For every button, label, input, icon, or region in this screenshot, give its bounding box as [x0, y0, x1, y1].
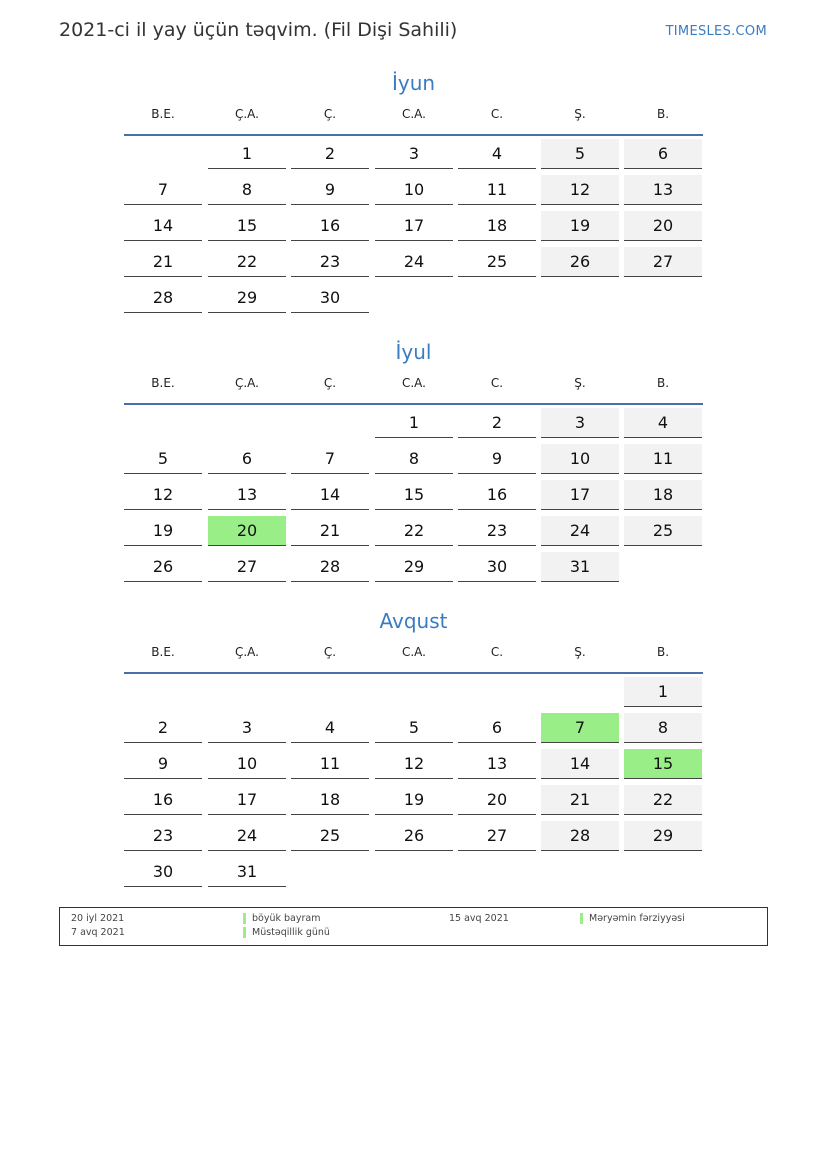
- weekday-label: Ç.: [323, 645, 337, 659]
- day-cell: 3: [541, 408, 619, 438]
- month-block: [124, 68, 703, 319]
- weekday-label: B.E.: [151, 107, 175, 121]
- day-cell: 22: [624, 785, 702, 815]
- day-cell: 30: [291, 283, 369, 313]
- weekday-label: C.: [490, 376, 504, 390]
- legend-color-swatch: [243, 927, 246, 938]
- day-cell: 8: [624, 713, 702, 743]
- weekday-header: [124, 104, 703, 136]
- legend-date: 20 iyl 2021: [71, 913, 125, 924]
- day-cell: 21: [541, 785, 619, 815]
- day-cell: 19: [124, 516, 202, 546]
- day-cell: 15: [375, 480, 453, 510]
- month-block: [124, 606, 703, 893]
- month-name: İyun: [391, 71, 436, 95]
- day-cell: 7: [291, 444, 369, 474]
- day-cell: 28: [541, 821, 619, 851]
- day-cell: 26: [124, 552, 202, 582]
- day-cell: 27: [208, 552, 286, 582]
- legend-date: 7 avq 2021: [71, 927, 125, 938]
- weekday-label: C.A.: [401, 645, 426, 659]
- day-cell: 1: [624, 677, 702, 707]
- day-cell: 2: [124, 713, 202, 743]
- day-cell: 10: [375, 175, 453, 205]
- weekday-label: Ç.A.: [234, 107, 259, 121]
- day-cell: 18: [458, 211, 536, 241]
- day-cell: 6: [458, 713, 536, 743]
- weekday-label: Ç.: [323, 107, 337, 121]
- weekday-label: Ş.: [574, 107, 586, 121]
- day-cell: 14: [291, 480, 369, 510]
- day-cell: 6: [624, 139, 702, 169]
- day-cell: 7: [124, 175, 202, 205]
- day-cell: 16: [291, 211, 369, 241]
- day-cell: 18: [291, 785, 369, 815]
- day-cell: 14: [541, 749, 619, 779]
- legend-holiday-name: Müstəqillik günü: [252, 927, 330, 938]
- day-cell: 27: [624, 247, 702, 277]
- day-cell: 27: [458, 821, 536, 851]
- weekday-label: B.: [656, 107, 670, 121]
- day-cell: 13: [458, 749, 536, 779]
- day-cell: 26: [541, 247, 619, 277]
- day-cell: 11: [624, 444, 702, 474]
- day-cell: 18: [624, 480, 702, 510]
- day-cell: 5: [541, 139, 619, 169]
- day-cell: 26: [375, 821, 453, 851]
- day-cell: 13: [624, 175, 702, 205]
- day-cell: 15: [208, 211, 286, 241]
- weekday-label: Ç.: [323, 376, 337, 390]
- day-cell: 25: [458, 247, 536, 277]
- day-cell: 20: [208, 516, 286, 546]
- day-grid: [124, 408, 703, 588]
- holiday-legend: [59, 907, 768, 946]
- day-cell: 19: [541, 211, 619, 241]
- day-cell: 17: [208, 785, 286, 815]
- day-cell: 8: [375, 444, 453, 474]
- weekday-label: B.: [656, 645, 670, 659]
- day-cell: 20: [458, 785, 536, 815]
- day-cell: 3: [208, 713, 286, 743]
- brand-link[interactable]: TIMESLES.COM: [665, 24, 767, 39]
- day-cell: 29: [375, 552, 453, 582]
- day-cell: 1: [208, 139, 286, 169]
- day-grid: [124, 677, 703, 893]
- day-cell: 28: [291, 552, 369, 582]
- day-cell: 12: [375, 749, 453, 779]
- day-cell: 9: [291, 175, 369, 205]
- month-block: [124, 337, 703, 588]
- day-cell: 23: [124, 821, 202, 851]
- day-cell: 17: [541, 480, 619, 510]
- day-cell: 22: [375, 516, 453, 546]
- day-cell: 3: [375, 139, 453, 169]
- day-cell: 21: [124, 247, 202, 277]
- weekday-label: B.E.: [151, 376, 175, 390]
- day-cell: 19: [375, 785, 453, 815]
- day-cell: 31: [208, 857, 286, 887]
- day-cell: 25: [624, 516, 702, 546]
- day-cell: 7: [541, 713, 619, 743]
- weekday-label: B.: [656, 376, 670, 390]
- day-cell: 2: [458, 408, 536, 438]
- day-cell: 23: [458, 516, 536, 546]
- day-cell: 11: [458, 175, 536, 205]
- day-cell: 1: [375, 408, 453, 438]
- month-name: Avqust: [379, 609, 448, 633]
- day-cell: 17: [375, 211, 453, 241]
- legend-date: 15 avq 2021: [449, 913, 509, 924]
- day-cell: 23: [291, 247, 369, 277]
- day-cell: 30: [124, 857, 202, 887]
- day-cell: 13: [208, 480, 286, 510]
- legend-holiday-name: böyük bayram: [252, 913, 321, 924]
- day-cell: 12: [541, 175, 619, 205]
- day-cell: 5: [124, 444, 202, 474]
- weekday-label: Ş.: [574, 645, 586, 659]
- day-cell: 14: [124, 211, 202, 241]
- weekday-header: [124, 373, 703, 405]
- day-cell: 24: [541, 516, 619, 546]
- day-cell: 8: [208, 175, 286, 205]
- day-cell: 2: [291, 139, 369, 169]
- day-cell: 31: [541, 552, 619, 582]
- legend-color-swatch: [243, 913, 246, 924]
- day-cell: 29: [624, 821, 702, 851]
- day-cell: 21: [291, 516, 369, 546]
- day-cell: 4: [458, 139, 536, 169]
- day-cell: 30: [458, 552, 536, 582]
- day-cell: 9: [458, 444, 536, 474]
- day-cell: 24: [208, 821, 286, 851]
- day-cell: 24: [375, 247, 453, 277]
- weekday-label: B.E.: [151, 645, 175, 659]
- day-cell: 9: [124, 749, 202, 779]
- day-cell: 29: [208, 283, 286, 313]
- day-cell: 16: [458, 480, 536, 510]
- weekday-label: C.A.: [401, 107, 426, 121]
- day-grid: [124, 139, 703, 319]
- weekday-label: Ç.A.: [234, 376, 259, 390]
- day-cell: 4: [624, 408, 702, 438]
- day-cell: 5: [375, 713, 453, 743]
- day-cell: 12: [124, 480, 202, 510]
- day-cell: 10: [208, 749, 286, 779]
- day-cell: 15: [624, 749, 702, 779]
- day-cell: 4: [291, 713, 369, 743]
- weekday-label: Ç.A.: [234, 645, 259, 659]
- day-cell: 11: [291, 749, 369, 779]
- page-title: 2021-ci il yay üçün təqvim. (Fil Dişi Sahili): [59, 19, 458, 41]
- day-cell: 28: [124, 283, 202, 313]
- day-cell: 16: [124, 785, 202, 815]
- day-cell: 25: [291, 821, 369, 851]
- weekday-label: C.: [490, 107, 504, 121]
- weekday-label: C.: [490, 645, 504, 659]
- day-cell: 20: [624, 211, 702, 241]
- weekday-label: Ş.: [574, 376, 586, 390]
- day-cell: 10: [541, 444, 619, 474]
- legend-color-swatch: [580, 913, 583, 924]
- month-name: İyul: [395, 340, 432, 364]
- weekday-label: C.A.: [401, 376, 426, 390]
- day-cell: 6: [208, 444, 286, 474]
- weekday-header: [124, 642, 703, 674]
- legend-holiday-name: Məryəmin fərziyyəsi: [589, 913, 685, 924]
- day-cell: 22: [208, 247, 286, 277]
